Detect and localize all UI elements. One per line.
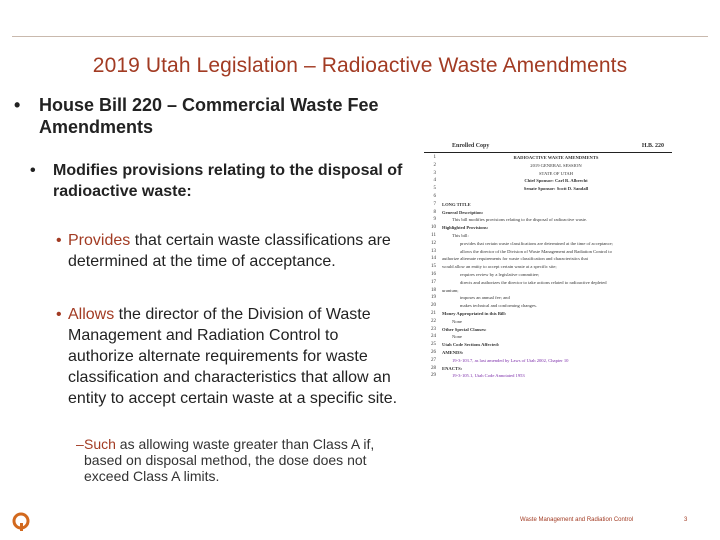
bill-line-number: 5 <box>433 186 436 192</box>
bill-line-number: 29 <box>431 373 436 379</box>
bill-line-number: 9 <box>433 217 436 223</box>
page-number: 3 <box>684 517 688 523</box>
bill-line: LONG TITLE <box>442 201 471 207</box>
bill-header-right: H.B. 220 <box>641 143 664 149</box>
bill-line: Money Appropriated in this Bill: <box>442 310 507 316</box>
bullet-allows <box>56 304 406 409</box>
bill-line: AMENDS: <box>442 349 464 355</box>
bill-line-number: 15 <box>431 264 436 270</box>
bill-line-number: 6 <box>433 193 436 199</box>
bill-line-number: 25 <box>431 342 436 348</box>
bill-line-number: 24 <box>431 334 436 340</box>
bill-line-number: 28 <box>431 365 436 371</box>
bill-line-number: 20 <box>431 303 436 309</box>
bill-line: 2019 GENERAL SESSION <box>530 162 582 168</box>
bill-line-number: 22 <box>431 318 436 324</box>
bill-line-number: 17 <box>431 279 436 285</box>
bill-line-number: 18 <box>431 287 436 293</box>
slide-title: 2019 Utah Legislation – Radioactive Waste Amendments <box>92 54 628 77</box>
sub-bullet-dash: – <box>76 436 84 452</box>
utah-deq-logo-icon <box>12 512 30 532</box>
bill-line-number: 10 <box>431 225 436 231</box>
bill-line-number: 13 <box>431 248 436 254</box>
bill-line-number: 11 <box>431 232 436 238</box>
bill-line: Other Special Clauses: <box>442 326 487 332</box>
bill-line: provides that certain waste classifications are determined at the time of acceptance; <box>460 240 613 246</box>
bill-line: Utah Code Sections Affected: <box>442 342 500 348</box>
bill-line-number: 7 <box>433 201 436 207</box>
sub-bullet-such-rest: as allowing waste greater than Class A if, based on disposal method, the dose does not exceed Class A limits. <box>84 436 375 484</box>
bill-line: directs and authorizes the director to take actions related to radioactive depleted <box>460 279 607 285</box>
bill-line: Senate Sponsor: Scott D. Sandall <box>523 186 589 192</box>
bill-line-number: 26 <box>431 349 436 355</box>
bill-line: General Description: <box>442 209 484 215</box>
bill-header-left: Enrolled Copy <box>452 143 490 149</box>
bill-line-numbers <box>424 154 436 380</box>
bill-line: Chief Sponsor: Carl R. Albrecht <box>524 178 588 184</box>
bill-line-number: 4 <box>433 178 436 184</box>
bill-line: allows the director of the Division of Waste Management and Radiation Control to <box>460 248 612 254</box>
bill-line: requires review by a legislative committee; <box>460 271 540 277</box>
bullet-provides-text <box>68 230 406 272</box>
bill-line-number: 21 <box>431 310 436 316</box>
bill-line: makes technical and conforming changes. <box>460 303 537 309</box>
bill-line: STATE OF UTAH <box>539 170 573 176</box>
bill-line: None <box>452 334 462 340</box>
bill-text <box>442 154 670 380</box>
bill-line: This bill modifies provisions relating to the disposal of radioactive waste. <box>452 217 588 223</box>
bill-line: None <box>452 318 462 324</box>
bill-line-number: 2 <box>433 162 436 168</box>
bill-line-number: 16 <box>431 271 436 277</box>
bill-line: imposes an annual fee; and <box>460 295 510 301</box>
bill-header <box>424 142 672 153</box>
bullet-provides-lead: Provides <box>68 232 131 249</box>
bill-line-number: 3 <box>433 170 436 176</box>
bill-line-number: 19 <box>431 295 436 301</box>
bill-line <box>442 193 670 201</box>
bullet-provides-rest: that certain waste classifications are determined at the time of acceptance. <box>68 232 391 270</box>
bullet-house-bill <box>14 94 414 138</box>
enrolled-bill-image <box>424 142 672 450</box>
top-divider <box>12 36 708 37</box>
footer-org: Waste Management and Radiation Control <box>520 517 634 523</box>
bill-line: ENACTS: <box>442 365 463 371</box>
sub-bullet-such-lead: Such <box>84 436 116 452</box>
bill-line-number: 14 <box>431 256 436 262</box>
bill-line: 19-3-105.1, Utah Code Annotated 1953 <box>452 373 525 379</box>
bill-line: would allow an entity to accept certain waste at a specific site; <box>442 264 557 270</box>
bill-line: Highlighted Provisions: <box>442 225 489 231</box>
bullet-allows-lead: Allows <box>68 306 115 323</box>
bill-line-number: 8 <box>433 209 436 215</box>
bill-line: RADIOACTIVE WASTE AMENDMENTS <box>513 155 599 160</box>
bill-line-number: 23 <box>431 326 436 332</box>
bill-line-number: 12 <box>431 240 436 246</box>
bullet-dot: • <box>30 162 36 179</box>
bullet-allows-rest: the director of the Division of Waste Management and Radiation Control to authorize alternate requirements for waste classification and characteristics that allow an entity to accept certain waste at a specific site. <box>68 306 398 407</box>
sub-bullet-such <box>76 436 406 484</box>
sub-bullet-such-text <box>84 436 406 484</box>
bill-line: 19-3-103.7, as last amended by Laws of Utah 2002, Chapter 10 <box>452 357 569 363</box>
bullet-dot: • <box>56 232 62 249</box>
bullet-modifies <box>30 160 410 202</box>
bill-line: This bill: <box>452 232 469 238</box>
bullet-modifies-text: Modifies provisions relating to the disposal of radioactive waste: <box>53 162 403 200</box>
bill-line: uranium; <box>442 287 459 293</box>
bill-line-number: 27 <box>431 357 436 363</box>
bullet-allows-text <box>68 304 406 409</box>
bullet-dot: • <box>56 306 62 323</box>
bullet-provides <box>56 230 406 272</box>
bill-line-number: 1 <box>433 155 436 160</box>
bullet-dot: • <box>14 95 21 115</box>
bullet-house-bill-text: House Bill 220 – Commercial Waste Fee Amendments <box>39 95 379 137</box>
bill-line: authorize alternate requirements for waste classification and characteristics that <box>442 256 588 262</box>
